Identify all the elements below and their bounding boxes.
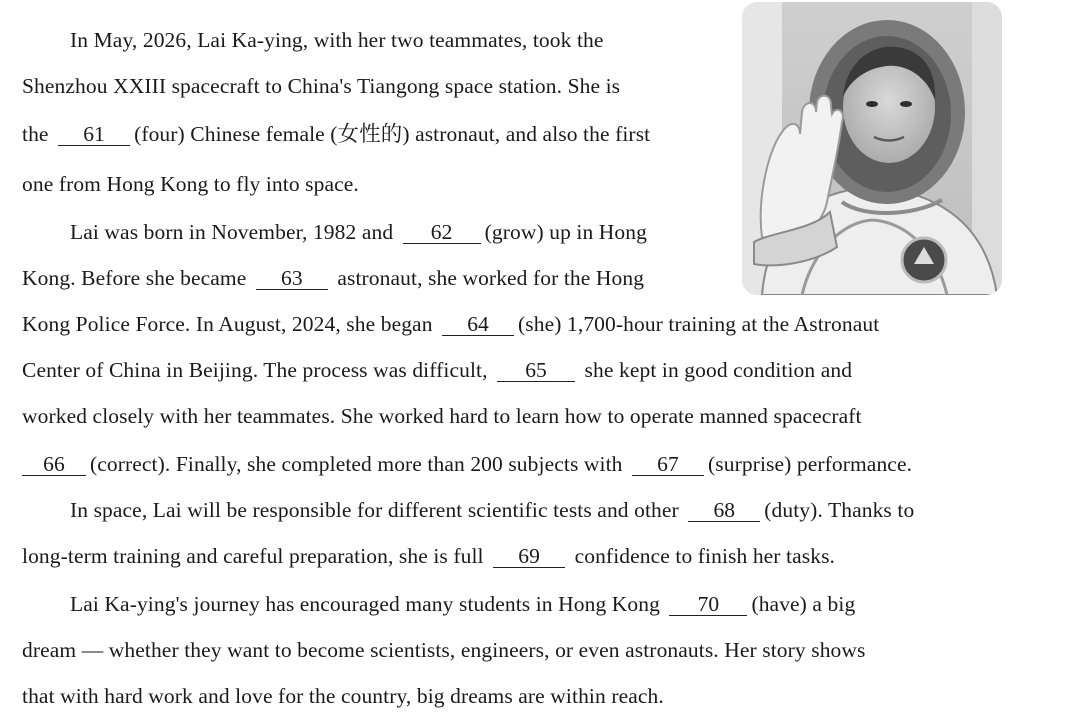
passage-text: Lai was born in November, 1982 and [70,220,394,244]
passage-text: Kong. Before she became [22,266,247,290]
passage-text: Shenzhou XXIII spacecraft to China's Tiangong space station. She is [22,74,621,98]
passage-line [22,264,644,292]
passage-line [22,120,650,148]
passage-text: (correct). Finally, she completed more than 200 subjects with [90,452,623,476]
passage-text: confidence to finish her tasks. [574,544,836,568]
passage-line [70,496,914,524]
passage-line [22,542,835,570]
passage-text: (grow) up in Hong [484,220,647,244]
passage-line [22,356,852,384]
passage-text: (duty). Thanks to [764,498,915,522]
passage-line [70,590,855,618]
answer-blank-64[interactable]: 64 [442,313,514,336]
passage-line [22,450,912,478]
answer-blank-67[interactable]: 67 [632,453,704,476]
passage-line [22,402,862,430]
answer-blank-69[interactable]: 69 [493,545,565,568]
passage-text: long-term training and careful preparation, she is full [22,544,484,568]
passage-text: In May, 2026, Lai Ka-ying, with her two teammates, took the [70,28,604,52]
answer-blank-61[interactable]: 61 [58,123,130,146]
passage-line [70,218,647,246]
passage-text: the [22,122,49,146]
passage-line [70,26,604,54]
astronaut-photo [742,2,1002,295]
passage-text: (surprise) performance. [708,452,913,476]
astronaut-illustration [742,2,1002,295]
passage-line [22,682,664,710]
passage-text: (have) a big [751,592,856,616]
passage-text: that with hard work and love for the country, big dreams are within reach. [22,684,664,708]
answer-blank-66[interactable]: 66 [22,453,86,476]
answer-blank-68[interactable]: 68 [688,499,760,522]
answer-blank-70[interactable]: 70 [669,593,747,616]
passage-text: one from Hong Kong to fly into space. [22,172,359,196]
passage-text: worked closely with her teammates. She worked hard to learn how to operate manned spacecraft [22,404,862,428]
answer-blank-62[interactable]: 62 [403,221,481,244]
passage-text: dream — whether they want to become scientists, engineers, or even astronauts. Her story shows [22,638,866,662]
answer-blank-63[interactable]: 63 [256,267,328,290]
passage-line [22,72,620,100]
passage-text: Lai Ka-ying's journey has encouraged many students in Hong Kong [70,592,660,616]
passage-text: Center of China in Beijing. The process was difficult, [22,358,488,382]
passage-text: Kong Police Force. In August, 2024, she began [22,312,433,336]
answer-blank-65[interactable]: 65 [497,359,575,382]
passage-text: astronaut, she worked for the Hong [337,266,645,290]
passage-text: (she) 1,700-hour training at the Astronaut [518,312,880,336]
passage-line [22,170,359,198]
passage-line [22,636,866,664]
passage-text: In space, Lai will be responsible for different scientific tests and other [70,498,679,522]
passage-text: she kept in good condition and [584,358,853,382]
passage-text: (four) Chinese female (女性的) astronaut, and also the first [134,122,651,146]
passage-line [22,310,879,338]
